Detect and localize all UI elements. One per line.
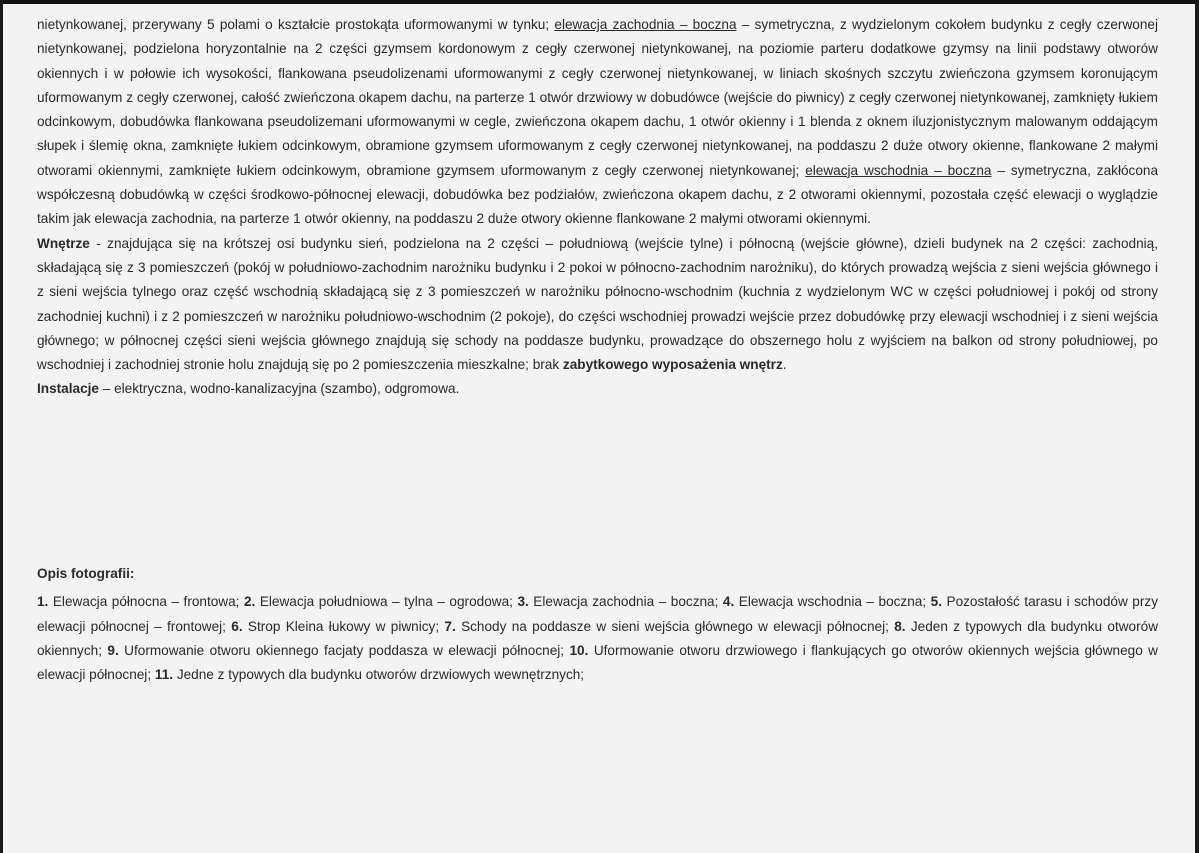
caption-number: 3. xyxy=(517,594,529,610)
caption-number: 9. xyxy=(107,642,119,658)
paragraph-installations xyxy=(37,377,1158,401)
caption-number: 8. xyxy=(894,618,906,634)
captions-list xyxy=(37,590,1158,687)
caption-number: 6. xyxy=(231,618,243,634)
text-run: nietynkowanej, przerywany 5 polami o kształcie prostokąta uformowanymi w tynku; xyxy=(37,17,555,32)
caption-text: Jeden z typowych dla budynku otworów okiennych; xyxy=(37,618,1159,658)
caption-text: Schody na poddasze w sieni wejścia głównego w elewacji północnej; xyxy=(455,618,895,634)
caption-text: Elewacja południowa – tylna – ogrodowa; xyxy=(255,594,518,610)
caption-text: Pozostałość tarasu i schodów przy elewacji północnej – frontowej; xyxy=(37,594,1158,634)
caption-text: Elewacja zachodnia – boczna; xyxy=(528,594,723,610)
caption-number: 4. xyxy=(722,594,735,610)
heading-west-elevation: elewacja zachodnia – boczna xyxy=(554,17,737,32)
paragraph-interior xyxy=(37,232,1158,378)
caption-number: 10. xyxy=(569,642,589,658)
text-run: – symetryczna, z wydzielonym cokołem budynku z cegły czerwonej nietynkowanej, podzielona horyzontalnie na 2 części gzymsem kordonowym z cegły czerwonej nietynkowanej, na poziomie parteru dodatkowe gzymsy na linii podstawy otworów okiennych i w połowie ich wysokości, flankowana pseudolizenami uformowanymi z cegły czerwonej nietynkowanej, w liniach skośnych szczytu zwieńczona gzymsem koronującym uformowanym z cegły czerwonej, całość zwieńczona okapem dachu, na parterze 1 otwór drzwiowy w dobudówce (wejście do piwnicy) z cegły czerwonej nietynkowanej, zamknięty łukiem odcinkowym, dobudówka flankowana pseudolizemani uformowanymi w cegle, zwieńczona okapem dachu, 1 otwór okienny i 1 blenda z oknem iluzjonistycznym malowanym oddającym słupek i ślemię okna, zamknięte łukiem odcinkowym, obramione gzymsem uformowanym z cegły czerwonej nietynkowanej, na poddaszu 2 duże otwory okienne, flankowane 2 małymi otworami okiennymi, zamknięte łukiem odcinkowym, obramione gzymsem uformowanym z cegły czerwonej nietynkowanej; xyxy=(37,17,1158,178)
scan-edge-left xyxy=(0,0,3,853)
photo-captions xyxy=(37,562,1158,687)
caption-number: 2. xyxy=(243,594,256,610)
caption-text: Elewacja północna – frontowa; xyxy=(48,594,244,610)
caption-number: 1. xyxy=(37,594,49,610)
bold-phrase: zabytkowego wyposażenia wnętrz xyxy=(562,357,783,373)
scan-edge-right xyxy=(1195,0,1199,853)
caption-text: Jedne z typowych dla budynku otworów drzwiowych wewnętrznych; xyxy=(173,667,585,683)
scan-edge-top xyxy=(0,0,1199,4)
caption-text: Elewacja wschodnia – boczna; xyxy=(734,594,931,610)
caption-number: 5. xyxy=(930,594,942,610)
captions-heading: Opis fotografii: xyxy=(37,566,135,581)
label-interior: Wnętrze xyxy=(37,235,90,251)
heading-east-elevation: elewacja wschodnia – boczna xyxy=(805,162,992,178)
text-run: – symetryczna, zakłócona współczesną dobudówką w części środkowo-północnej elewacji, dobudówka bez podziałów, zwieńczona okapem dachu, z 2 otworami okiennymi, pozostała część elewacji o wyglądzie takim jak elewacja zachodnia, na parterze 1 otwór okienny, na poddaszu 2 duże otwory okienne flankowane 2 małymi otworami okiennymi. xyxy=(37,162,1159,227)
caption-number: 7. xyxy=(444,618,456,634)
body-text xyxy=(37,13,1158,402)
caption-text: Uformowanie otworu drzwiowego i flankujących go otworów okiennych wejścia głównego w elewacji północnej; xyxy=(37,642,1158,683)
label-installations: Instalacje xyxy=(37,381,99,397)
caption-number: 11. xyxy=(154,667,174,683)
text-run: . xyxy=(782,357,787,373)
caption-text: Uformowanie otworu okiennego facjaty poddasza w elewacji północnej; xyxy=(118,642,570,658)
paragraph-elevations xyxy=(37,13,1158,232)
text-run: - znajdująca się na krótszej osi budynku sień, podzielona na 2 części – południową (wejście tylne) i północną (wejście główne), dzieli budynek na 2 części: zachodnią, składającą się z 3 pomieszczeń (pokój w południowo-zachodnim narożniku budynku i 2 pokoi w północno-zachodnim narożniku), do których prowadzą wejścia z sieni wejścia głównego i z sieni wejścia tylnego oraz część wschodnią składającą się z 3 pomieszczeń w narożniku północno-wschodnim (kuchnia z wydzielonym WC w części południowej i pokój od strony zachodniej kuchni) i z 2 pomieszczeń w narożniku południowo-wschodnim (2 pokoje), do części wschodniej prowadzi wejście przez dobudówkę przy elewacji wschodniej i z sieni wejścia głównego; w północnej części sieni wejścia głównego znajdują się schody na poddasze budynku, prowadzące do obszernego holu z wyjściem na balkon od strony południowej, po wschodniej i zachodniej stronie holu znajdują się po 2 pomieszczenia mieszkalne; brak xyxy=(37,235,1158,373)
caption-text: Strop Kleina łukowy w piwnicy; xyxy=(242,618,445,634)
text-run: – elektryczna, wodno-kanalizacyjna (szambo), odgromowa. xyxy=(98,381,460,397)
